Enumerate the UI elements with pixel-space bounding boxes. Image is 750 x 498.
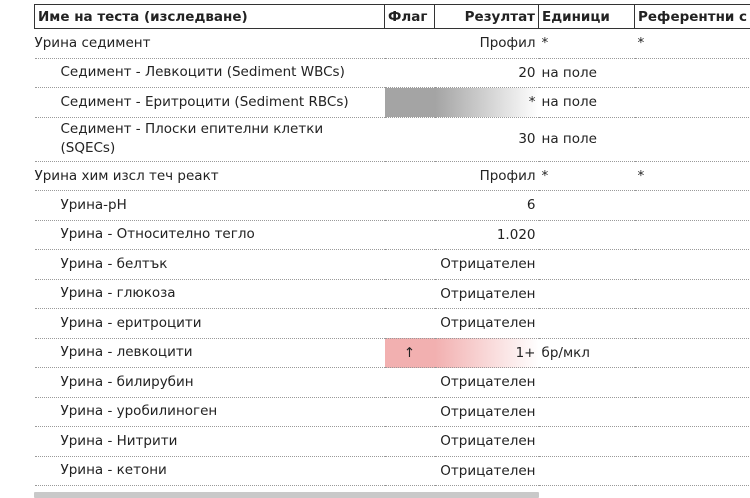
reference-cell [635, 309, 750, 339]
units-cell [539, 191, 635, 221]
units-cell: на поле [539, 88, 635, 118]
result-cell: Отрицателен [435, 309, 539, 339]
reference-cell [635, 58, 750, 88]
units-cell [539, 368, 635, 398]
result-cell: 1+ [435, 338, 539, 368]
column-header-result[interactable]: Резултат [435, 5, 539, 29]
reference-cell: * [635, 29, 750, 59]
result-cell: Отрицателен [435, 279, 539, 309]
test-name-cell: Урина - левкоцити [35, 338, 385, 368]
test-name-cell: Урина - уробилиноген [35, 397, 385, 427]
column-header-units[interactable]: Единици [539, 5, 635, 29]
flag-cell [385, 397, 435, 427]
reference-cell [635, 220, 750, 250]
flag-cell [385, 191, 435, 221]
result-cell: Профил [435, 29, 539, 59]
flag-high-icon: ↑ [385, 338, 435, 368]
reference-cell: * [635, 161, 750, 191]
test-name-cell: Урина - белтък [35, 250, 385, 280]
test-name-cell: Урина-pH [35, 191, 385, 221]
table-row [35, 456, 750, 486]
flag-cell [385, 368, 435, 398]
column-header-test-name[interactable]: Име на теста (изследване) [35, 5, 385, 29]
flag-cell [385, 117, 435, 161]
table-row [35, 220, 750, 250]
result-cell: Отрицателен [435, 250, 539, 280]
table-row [35, 338, 750, 368]
result-cell: * [435, 88, 539, 118]
reference-cell [635, 191, 750, 221]
table-row [35, 161, 750, 191]
test-name-cell: Седимент - Еритроцити (Sediment RBCs) [35, 88, 385, 118]
test-name-cell: Седимент - Плоски епителни клетки (SQECs) [35, 117, 385, 161]
test-name-cell: Урина - Нитрити [35, 427, 385, 457]
table-row [35, 88, 750, 118]
test-name-cell: Урина хим изсл теч реакт [35, 161, 385, 191]
reference-cell [635, 88, 750, 118]
table-row [35, 397, 750, 427]
result-cell: Профил [435, 161, 539, 191]
test-name-cell: Урина - глюкоза [35, 279, 385, 309]
column-header-reference[interactable]: Референтни с [635, 5, 750, 29]
test-name-cell: Урина - кетони [35, 456, 385, 486]
table-row [35, 309, 750, 339]
units-cell: на поле [539, 58, 635, 88]
flag-cell [385, 88, 435, 118]
units-cell [539, 220, 635, 250]
table-row [35, 368, 750, 398]
flag-cell [385, 161, 435, 191]
units-cell [539, 427, 635, 457]
result-cell: 20 [435, 58, 539, 88]
units-cell [539, 309, 635, 339]
table-row [35, 29, 750, 59]
test-name-cell: Урина - еритроцити [35, 309, 385, 339]
result-cell: Отрицателен [435, 456, 539, 486]
reference-cell [635, 456, 750, 486]
units-cell: на поле [539, 117, 635, 161]
table-row [35, 191, 750, 221]
result-cell: 6 [435, 191, 539, 221]
units-cell: бр/мкл [539, 338, 635, 368]
units-cell [539, 250, 635, 280]
units-cell: * [539, 161, 635, 191]
horizontal-scrollbar[interactable] [34, 492, 539, 498]
result-cell: Отрицателен [435, 397, 539, 427]
test-name-cell: Седимент - Левкоцити (Sediment WBCs) [35, 58, 385, 88]
lab-results-table [34, 4, 750, 486]
column-header-flag[interactable]: Флаг [385, 5, 435, 29]
table-row [35, 427, 750, 457]
flag-cell [385, 279, 435, 309]
result-cell: Отрицателен [435, 368, 539, 398]
table-row [35, 250, 750, 280]
flag-cell [385, 456, 435, 486]
test-name-cell: Урина - Относително тегло [35, 220, 385, 250]
reference-cell [635, 250, 750, 280]
reference-cell [635, 368, 750, 398]
reference-cell [635, 338, 750, 368]
test-name-cell: Урина - билирубин [35, 368, 385, 398]
table-row [35, 279, 750, 309]
reference-cell [635, 427, 750, 457]
table-row [35, 117, 750, 161]
result-cell: 30 [435, 117, 539, 161]
reference-cell [635, 397, 750, 427]
units-cell [539, 456, 635, 486]
table-header-row [35, 5, 750, 29]
result-cell: 1.020 [435, 220, 539, 250]
flag-cell [385, 220, 435, 250]
flag-cell [385, 250, 435, 280]
flag-cell [385, 29, 435, 59]
result-cell: Отрицателен [435, 427, 539, 457]
flag-cell [385, 58, 435, 88]
units-cell [539, 397, 635, 427]
flag-cell [385, 427, 435, 457]
units-cell: * [539, 29, 635, 59]
reference-cell [635, 117, 750, 161]
test-name-cell: Урина седимент [35, 29, 385, 59]
flag-cell [385, 309, 435, 339]
units-cell [539, 279, 635, 309]
table-row [35, 58, 750, 88]
reference-cell [635, 279, 750, 309]
